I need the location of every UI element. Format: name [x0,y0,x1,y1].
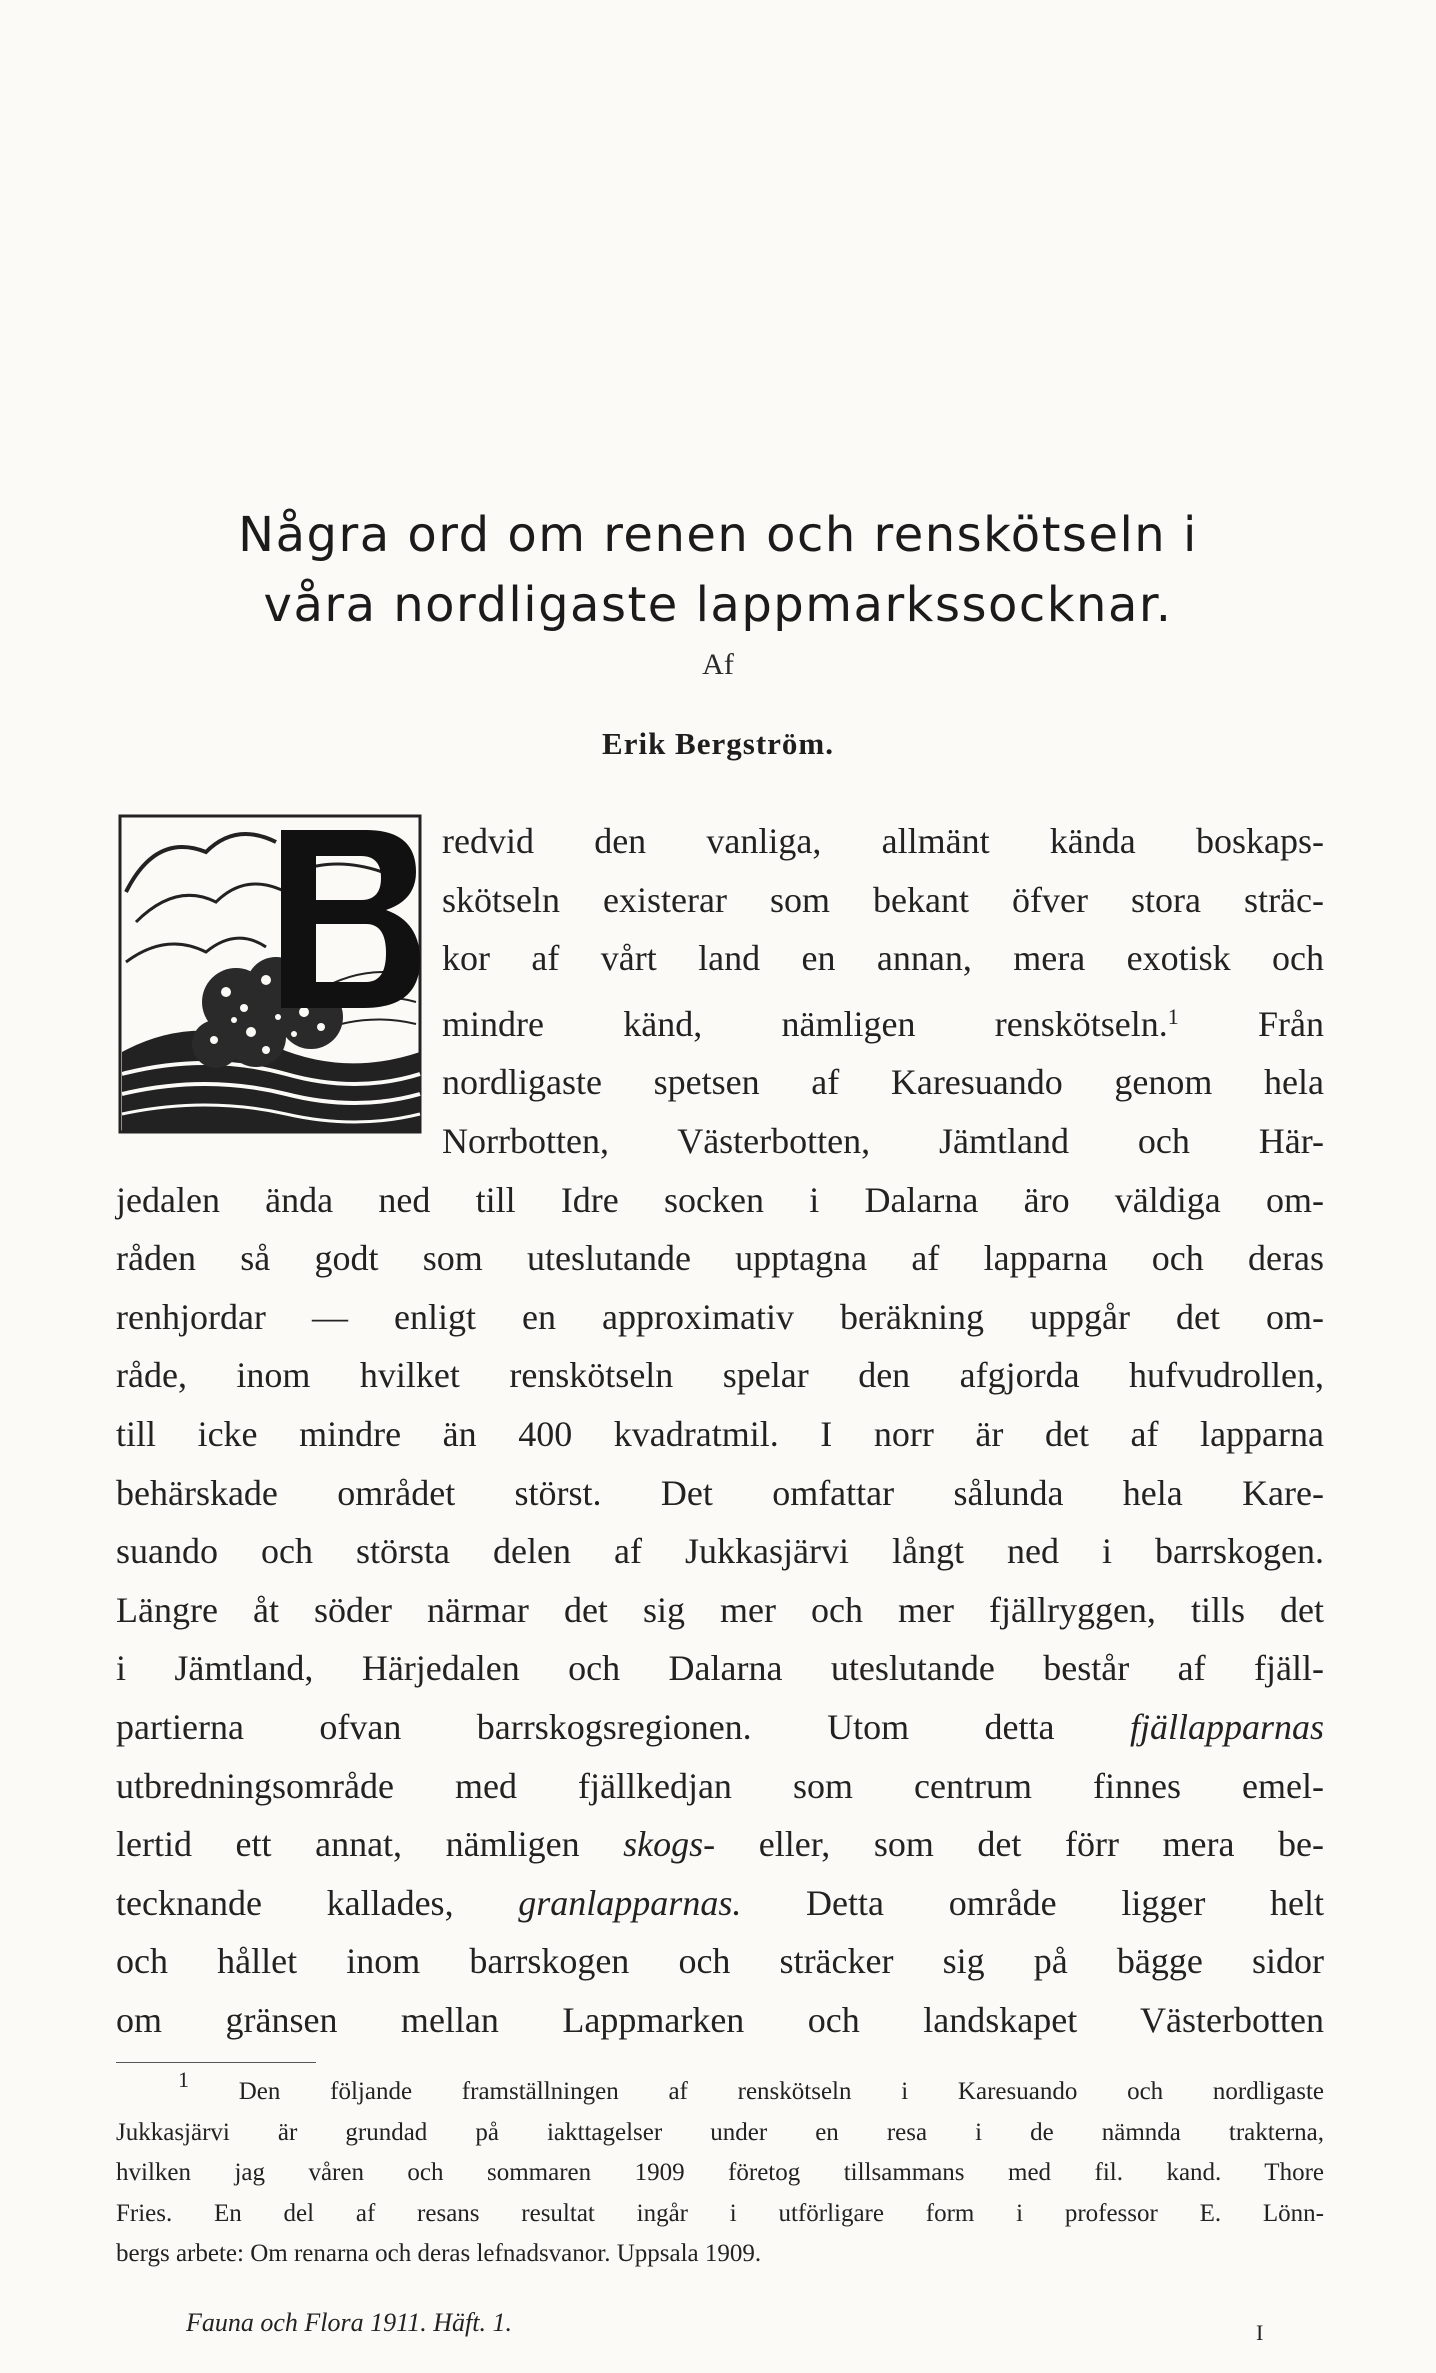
body-line-12: behärskade området störst. Det omfattar sålunda hela Kare- [116,1472,1324,1513]
byline-af: Af [702,648,734,681]
body-line-20: och hållet inom barrskogen och sträcker sig på bägge sidor [116,1941,1324,1982]
sheet-mark: I [1256,2320,1264,2345]
article-body [116,812,1324,2049]
body-line-14: Längre åt söder närmar det sig mer och mer fjällryggen, tills det [116,1589,1324,1630]
body-line-8: råden så godt som uteslutande upptagna af lapparna och deras [116,1238,1324,1279]
body-line-10: råde, inom hvilket renskötseln spelar den afgjorda hufvudrollen, [116,1355,1324,1396]
body-line-16 [116,1698,1324,1757]
body-line-19-tail: Detta område ligger helt [806,1882,1325,1923]
footnote-line-1-text: Den följande framställningen af renskötseln i Karesuando och nordligaste [238,2078,1324,2105]
footnote-line-1 [116,2060,1324,2113]
body-line-4-tail: Från [1258,1003,1324,1044]
body-line-5: nordligaste spetsen af Karesuando genom hela [442,1062,1324,1103]
term-granlapparnas: granlapparnas. [518,1882,742,1923]
body-line-16-text: partierna ofvan barrskogsregionen. Utom detta [116,1706,1055,1747]
body-line-19-text: tecknande kallades, [116,1882,454,1923]
body-line-19 [116,1874,1324,1933]
body-line-4 [116,988,1324,1054]
body-line-18-text: lertid ett annat, nämligen [116,1824,580,1865]
footnote-line-3: hvilken jag våren och sommaren 1909 företog tillsammans med fil. kand. Thore [116,2159,1324,2186]
footnote [116,2060,1324,2275]
body-line-7: jedalen ända ned till Idre socken i Dalarna äro väldiga om- [116,1179,1324,1220]
body-line-18-tail: eller, som det förr mera be- [758,1824,1324,1865]
body-line-13: suando och största delen af Jukkasjärvi långt ned i barrskogen. [116,1531,1324,1572]
body-line-2: skötseln existerar som bekant öfver stora sträc- [442,879,1324,920]
body-line-1: redvid den vanliga, allmänt kända boskaps- [442,821,1324,861]
footnote-reference: 1 [1167,1003,1179,1029]
title-line-2: våra nordligaste lappmarkssocknar. [263,577,1173,633]
body-line-17: utbredningsområde med fjällkedjan som centrum finnes emel- [116,1765,1324,1806]
body-line-4-text: mindre känd, nämligen renskötseln. [442,1003,1168,1044]
title-line-1: Några ord om renen och renskötseln i [238,507,1198,563]
body-line-3: kor af vårt land en annan, mera exotisk och [442,938,1324,979]
body-line-18 [116,1815,1324,1874]
term-skogs: skogs- [623,1824,716,1865]
body-line-11: till icke mindre än 400 kvadratmil. I norr är det af lapparna [116,1413,1324,1454]
body-line-6: Norrbotten, Västerbotten, Jämtland och Här- [442,1120,1324,1161]
journal-footer: Fauna och Flora 1911. Häft. 1. [186,2308,512,2337]
term-fjallapparnas: fjällapparnas [1129,1706,1324,1747]
footnote-line-5: bergs arbete: Om renarna och deras lefnadsvanor. Uppsala 1909. [116,2240,762,2267]
body-line-21: om gränsen mellan Lappmarken och landskapet Västerbotten [116,1999,1324,2040]
footnote-line-4: Fries. En del af resans resultat ingår i utförligare form i professor E. Lönn- [116,2199,1324,2227]
article-title [0,500,1436,640]
footnote-line-2: Jukkasjärvi är grundad på iakttagelser under en resa i de nämnda trakterna, [116,2118,1324,2146]
body-line-9: renhjordar — enligt en approximativ beräkning uppgår det om- [116,1296,1324,1337]
author-name: Erik Bergström. [602,726,834,761]
body-line-15: i Jämtland, Härjedalen och Dalarna uteslutande består af fjäll- [116,1648,1324,1689]
footnote-number: 1 [178,2067,189,2092]
